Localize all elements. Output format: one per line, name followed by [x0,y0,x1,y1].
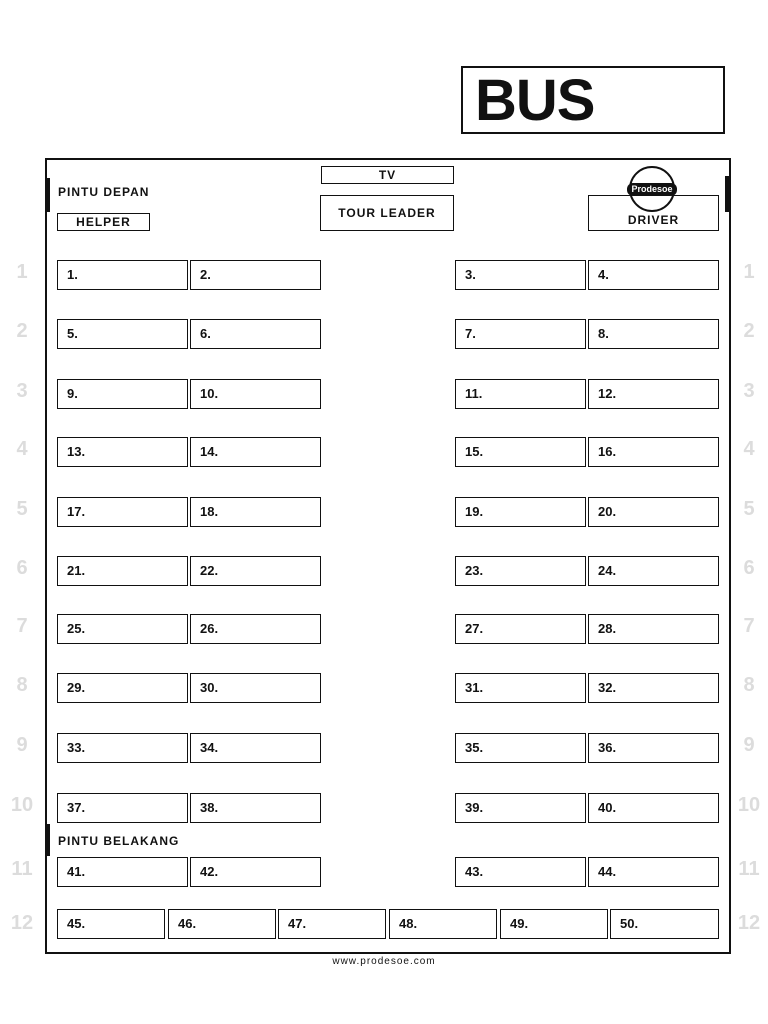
seat: 25. [57,614,188,644]
row-number-right: 12 [737,912,761,934]
row-number-left: 12 [10,912,34,934]
seat: 16. [588,437,719,467]
back-door-marker [46,824,50,856]
seat: 3. [455,260,586,290]
seat: 6. [190,319,321,349]
row-number-left: 5 [16,498,28,520]
seat: 13. [57,437,188,467]
bus-title: BUS [461,66,725,134]
seat: 42. [190,857,321,887]
seat: 15. [455,437,586,467]
seat: 46. [168,909,276,939]
seat: 41. [57,857,188,887]
seat: 22. [190,556,321,586]
seat: 49. [500,909,608,939]
seat: 30. [190,673,321,703]
seat: 44. [588,857,719,887]
seat: 32. [588,673,719,703]
seat: 31. [455,673,586,703]
row-number-right: 6 [743,557,755,579]
seat: 21. [57,556,188,586]
seat: 24. [588,556,719,586]
seat: 47. [278,909,386,939]
tour-leader-box: TOUR LEADER [320,195,454,231]
seat: 14. [190,437,321,467]
seat: 9. [57,379,188,409]
seat: 12. [588,379,719,409]
seat: 50. [610,909,719,939]
driver-side-marker [725,176,729,212]
seat: 34. [190,733,321,763]
front-door-label: PINTU DEPAN [58,185,150,199]
seat: 36. [588,733,719,763]
prodesoe-logo [629,166,675,212]
row-number-right: 1 [743,261,755,283]
row-number-right: 4 [743,438,755,460]
footer-url: www.prodesoe.com [332,956,436,967]
row-number-left: 10 [10,794,34,816]
back-door-label: PINTU BELAKANG [58,834,180,848]
row-number-left: 11 [11,858,33,880]
seat: 35. [455,733,586,763]
seat: 18. [190,497,321,527]
seat: 1. [57,260,188,290]
seat: 33. [57,733,188,763]
seat: 2. [190,260,321,290]
seat: 10. [190,379,321,409]
row-number-right: 3 [743,380,755,402]
seat: 39. [455,793,586,823]
seat: 8. [588,319,719,349]
seat: 48. [389,909,497,939]
logo-text: Prodesoe [627,183,677,196]
row-number-left: 9 [16,734,28,756]
seat: 29. [57,673,188,703]
seat: 4. [588,260,719,290]
row-number-left: 3 [16,380,28,402]
seat: 19. [455,497,586,527]
seat: 26. [190,614,321,644]
front-door-marker [46,178,50,212]
seat: 20. [588,497,719,527]
seat: 7. [455,319,586,349]
seat: 45. [57,909,165,939]
seat: 27. [455,614,586,644]
seat: 37. [57,793,188,823]
row-number-left: 7 [16,615,28,637]
row-number-right: 8 [743,674,755,696]
row-number-right: 9 [743,734,755,756]
seat: 11. [455,379,586,409]
seat: 5. [57,319,188,349]
seat: 38. [190,793,321,823]
row-number-right: 11 [738,858,760,880]
row-number-left: 6 [16,557,28,579]
tv-box: TV [321,166,454,184]
row-number-left: 2 [16,320,28,342]
helper-box: HELPER [57,213,150,231]
seat: 43. [455,857,586,887]
row-number-right: 7 [743,615,755,637]
row-number-right: 5 [743,498,755,520]
row-number-left: 4 [16,438,28,460]
row-number-left: 8 [16,674,28,696]
seat: 40. [588,793,719,823]
row-number-right: 2 [743,320,755,342]
driver-box: DRIVER [588,195,719,231]
seat: 28. [588,614,719,644]
row-number-right: 10 [737,794,761,816]
seat: 23. [455,556,586,586]
seat: 17. [57,497,188,527]
row-number-left: 1 [16,261,28,283]
